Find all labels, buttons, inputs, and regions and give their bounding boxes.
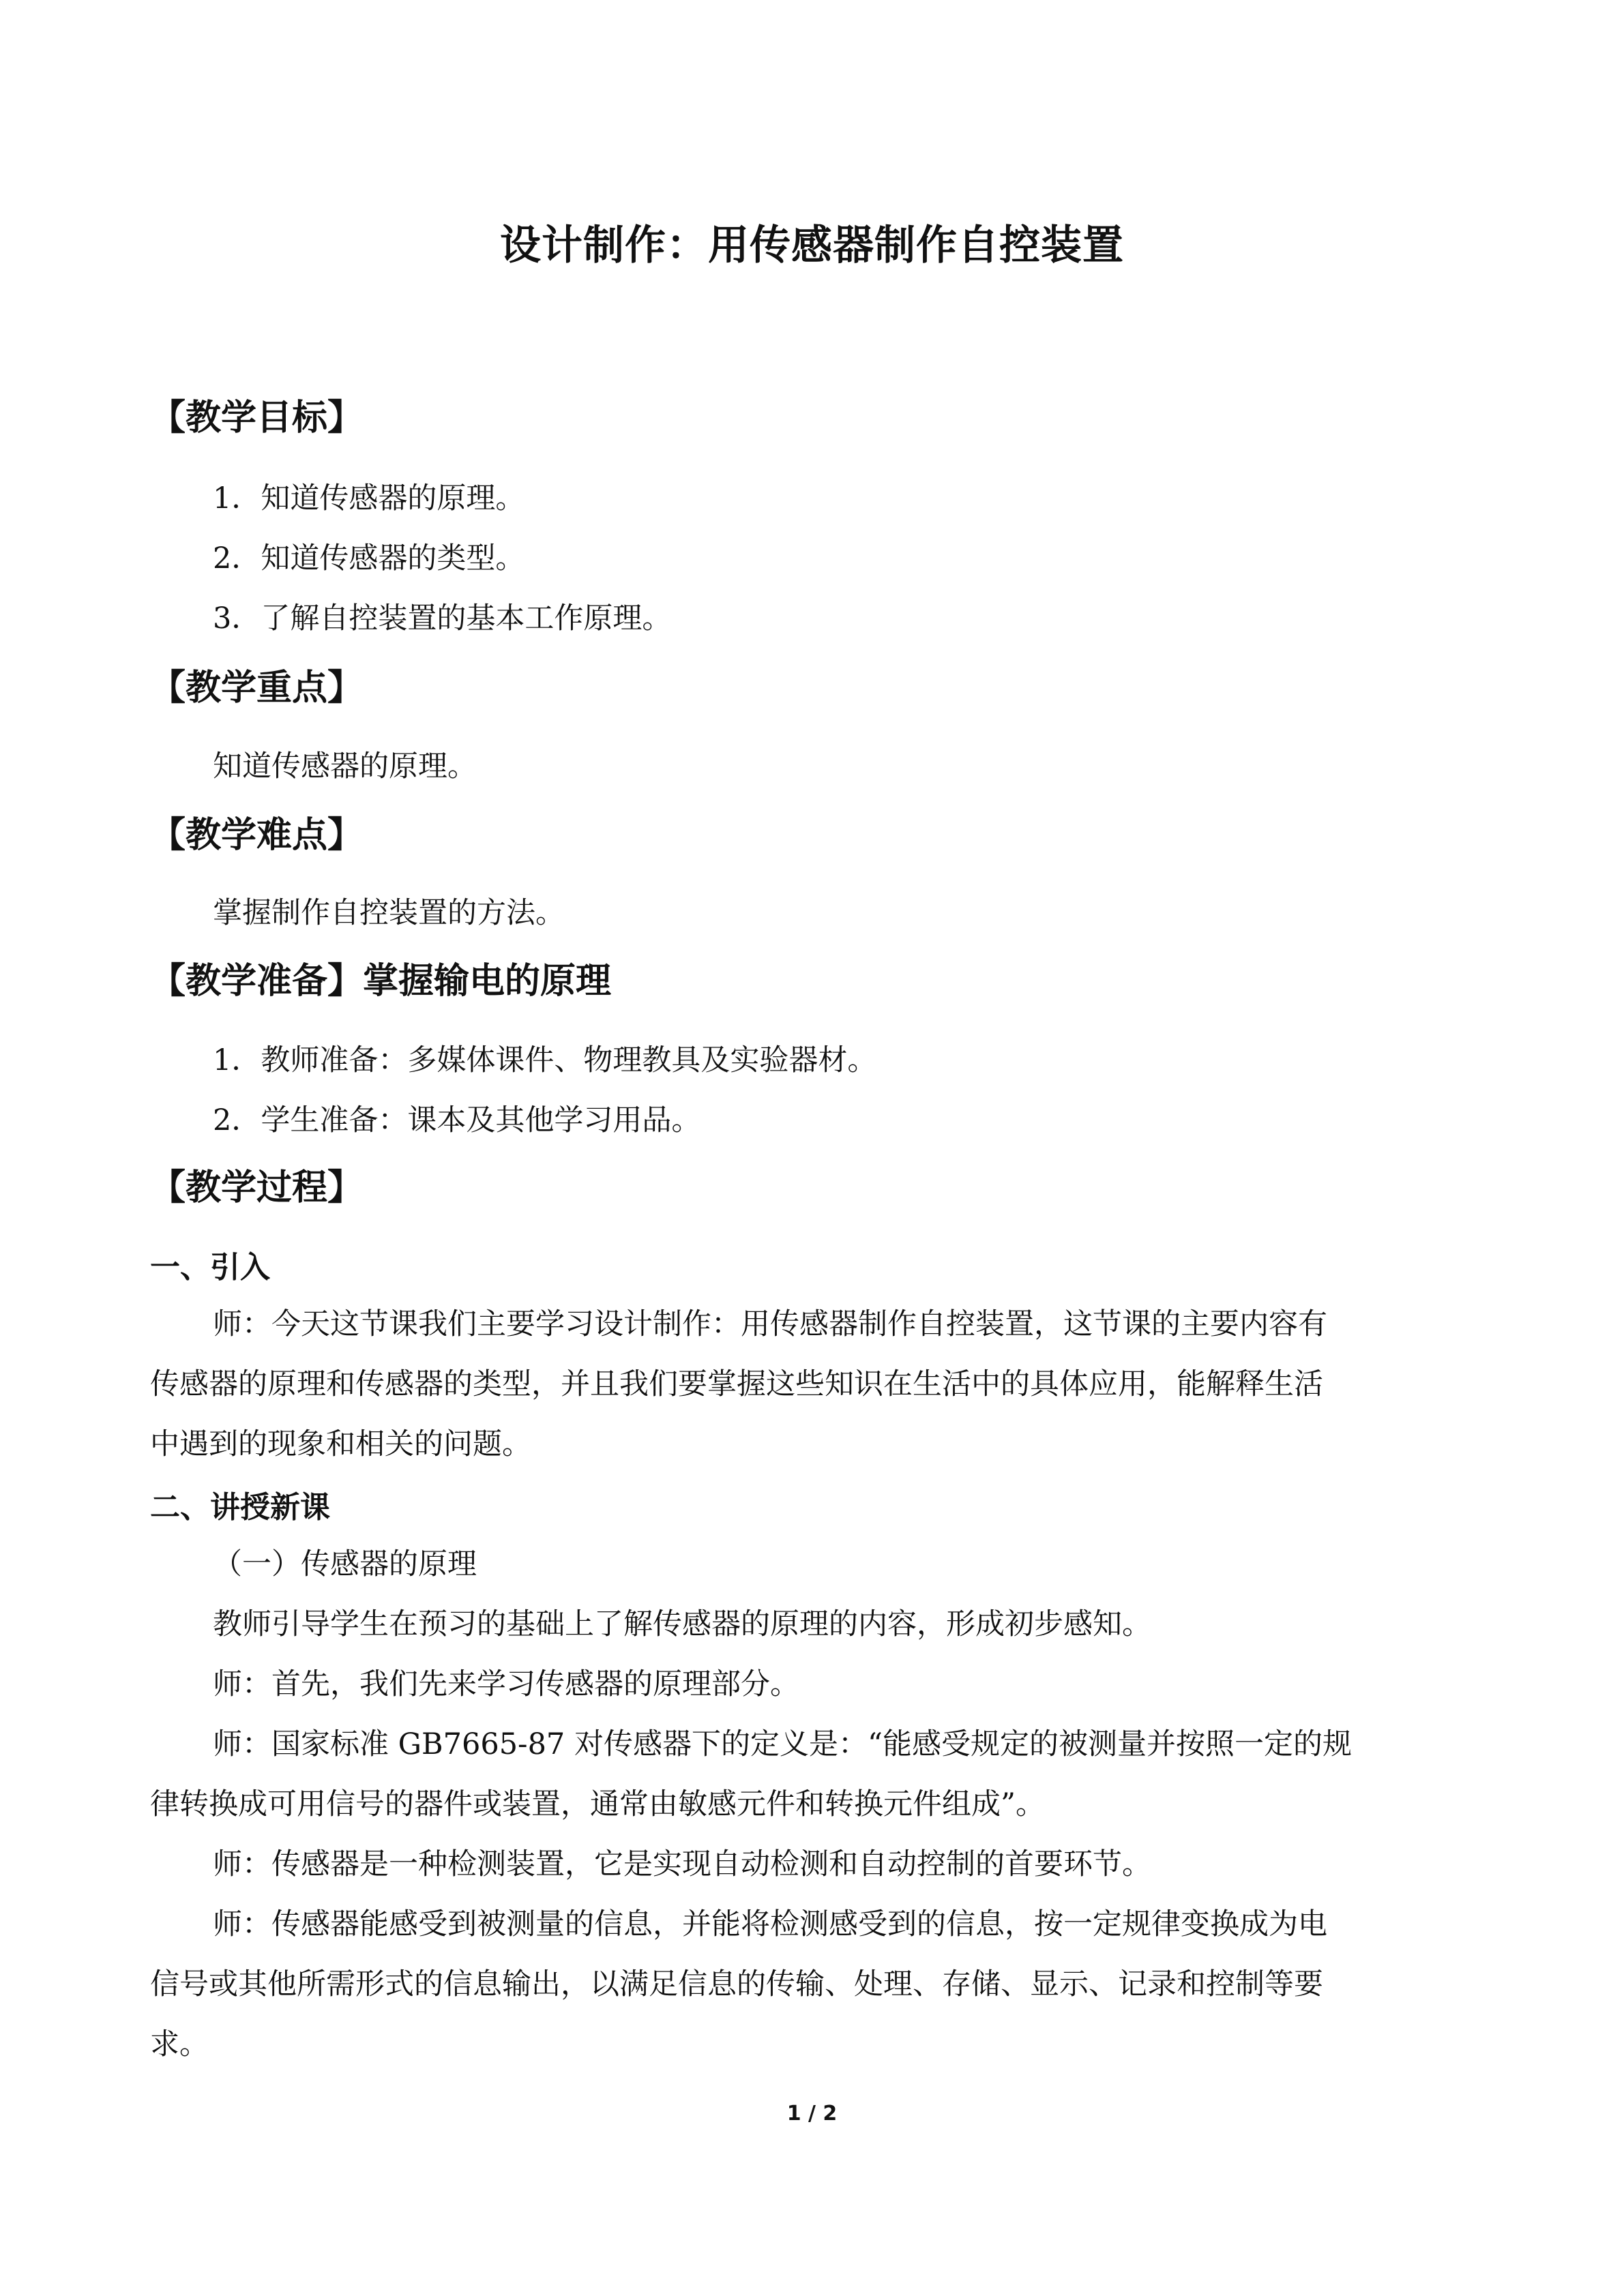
page-number: 1 / 2 [786, 2102, 838, 2126]
goal-item: 3．了解自控装置的基本工作原理。 [213, 601, 672, 636]
paragraph-line: 信号或其他所需形式的信息输出，以满足信息的传输、处理、存储、显示、记录和控制等要 [150, 1967, 1323, 2001]
preparation-item: 2．学生准备：课本及其他学习用品。 [213, 1103, 701, 1137]
difficulty-text: 掌握制作自控装置的方法。 [213, 896, 565, 930]
intro-line: 中遇到的现象和相关的问题。 [150, 1427, 531, 1461]
section-heading-goals: 【教学目标】 [150, 398, 364, 438]
key-point-text: 知道传感器的原理。 [213, 749, 477, 784]
new-lesson-heading: 二、讲授新课 [150, 1490, 330, 1525]
section-heading-preparation: 【教学准备】掌握输电的原理 [150, 961, 612, 1002]
subsection-heading: （一）传感器的原理 [213, 1547, 477, 1581]
paragraph: 师：首先，我们先来学习传感器的原理部分。 [213, 1667, 799, 1701]
paragraph-line: 师：国家标准 GB7665-87 对传感器下的定义是：“能感受规定的被测量并按照一定的规 [213, 1727, 1352, 1761]
document-title: 设计制作：用传感器制作自控装置 [500, 222, 1124, 269]
preparation-item: 1．教师准备：多媒体课件、物理教具及实验器材。 [213, 1043, 877, 1077]
paragraph-line: 师：传感器能感受到被测量的信息，并能将检测感受到的信息，按一定规律变换成为电 [213, 1907, 1327, 1941]
paragraph-line: 求。 [150, 2027, 209, 2061]
paragraph: 师：传感器是一种检测装置，它是实现自动检测和自动控制的首要环节。 [213, 1847, 1151, 1881]
paragraph: 教师引导学生在预习的基础上了解传感器的原理的内容，形成初步感知。 [213, 1607, 1151, 1641]
intro-line: 师：今天这节课我们主要学习设计制作：用传感器制作自控装置，这节课的主要内容有 [213, 1307, 1327, 1341]
intro-heading: 一、引入 [150, 1250, 270, 1285]
goal-item: 1．知道传感器的原理。 [213, 481, 525, 516]
section-heading-difficulty: 【教学难点】 [150, 815, 364, 856]
goal-item: 2．知道传感器的类型。 [213, 541, 525, 576]
section-heading-process: 【教学过程】 [150, 1167, 364, 1208]
intro-line: 传感器的原理和传感器的类型，并且我们要掌握这些知识在生活中的具体应用，能解释生活 [150, 1367, 1323, 1401]
paragraph-line: 律转换成可用信号的器件或装置，通常由敏感元件和转换元件组成”。 [150, 1787, 1045, 1821]
section-heading-key-point: 【教学重点】 [150, 668, 364, 709]
